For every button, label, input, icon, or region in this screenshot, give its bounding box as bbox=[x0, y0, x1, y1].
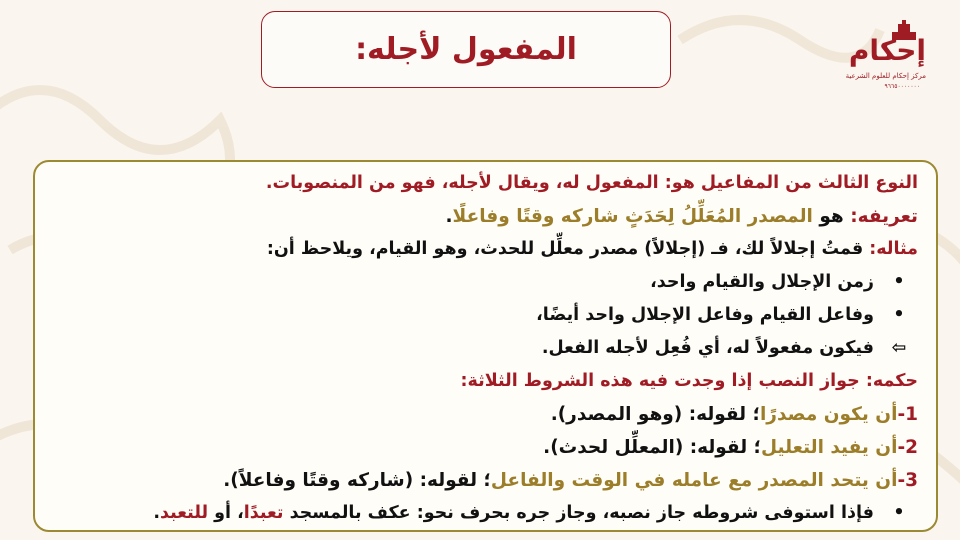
bullet-dot-icon: • bbox=[893, 272, 905, 292]
rule-text: جواز النصب إذا وجدت فيه هذه الشروط الثلاثة: bbox=[460, 371, 860, 391]
bullet-2-text: وفاعل القيام وفاعل الإجلال واحد أيضًا، bbox=[536, 305, 874, 325]
arrow-text: فيكون مفعولاً له، أي فُعِل لأجله الفعل. bbox=[541, 338, 874, 358]
final-line bbox=[38, 497, 918, 530]
logo bbox=[838, 26, 934, 96]
condition-3-rest: ؛ لقوله: (شاركه وقتًا وفاعلاً). bbox=[223, 470, 491, 491]
page-title: المفعول لأجله: bbox=[355, 32, 577, 67]
condition-line-1 bbox=[38, 398, 918, 431]
title-box bbox=[261, 11, 671, 88]
condition-2-number: 2- bbox=[897, 437, 918, 458]
definition-main: المصدر المُعَلِّلُ لِحَدَثٍ شاركه وقتًا وفاعلًا bbox=[452, 206, 813, 227]
logo-subtitle: مركز إحكام للعلوم الشرعية bbox=[845, 72, 926, 80]
definition-prefix: هو bbox=[819, 206, 844, 227]
bullet-dot-icon: • bbox=[893, 305, 905, 325]
final-end: . bbox=[153, 503, 161, 523]
arrow-line bbox=[38, 332, 918, 365]
intro-text: النوع الثالث من المفاعيل هو: المفعول له، ويقال لأجله، فهو من المنصوبات. bbox=[265, 173, 918, 193]
condition-line-2 bbox=[38, 431, 918, 464]
condition-line-3 bbox=[38, 464, 918, 497]
example-text: قمتُ إجلالاً لك، فـ (إجلالاً) مصدر معلِّل للحدث، وهو القيام، ويلاحظ أن: bbox=[266, 239, 864, 259]
condition-2-text: أن يفيد التعليل bbox=[761, 437, 898, 458]
condition-1-rest: ؛ لقوله: (وهو المصدر). bbox=[550, 404, 760, 425]
bullet-line-1 bbox=[38, 266, 918, 299]
condition-3-number: 3- bbox=[897, 470, 918, 491]
example-label: مثاله: bbox=[869, 239, 918, 259]
rule-line bbox=[38, 365, 918, 398]
example-line bbox=[38, 233, 918, 266]
final-highlight-2: للتعبد bbox=[160, 503, 209, 523]
condition-1-number: 1- bbox=[897, 404, 918, 425]
arrow-left-icon: ⇦ bbox=[891, 338, 907, 358]
rule-label: حكمه: bbox=[865, 371, 918, 391]
final-mid: ، أو bbox=[214, 503, 244, 523]
condition-3-text: أن يتحد المصدر مع عامله في الوقت والفاعل bbox=[490, 470, 898, 491]
condition-2-rest: ؛ لقوله: (المعلِّل لحدث). bbox=[543, 437, 762, 458]
bullet-dot-icon: • bbox=[893, 503, 905, 523]
bullet-line-2 bbox=[38, 299, 918, 332]
definition-end: . bbox=[445, 206, 453, 227]
bullet-1-text: زمن الإجلال والقيام واحد، bbox=[650, 272, 874, 292]
definition-line bbox=[38, 200, 918, 233]
final-highlight-1: تعبدًا bbox=[243, 503, 284, 523]
intro-line bbox=[38, 167, 918, 200]
logo-number: ٩٦٦٥٠٠٠٠٠٠٠ bbox=[884, 83, 920, 90]
condition-1-text: أن يكون مصدرًا bbox=[759, 404, 898, 425]
final-text: فإذا استوفى شروطه جاز نصبه، وجاز جره بحرف نحو: عكف بالمسجد bbox=[289, 503, 874, 523]
content-lines bbox=[38, 167, 918, 530]
logo-name: إحكام bbox=[848, 34, 926, 67]
definition-label: تعريفه: bbox=[850, 206, 918, 227]
